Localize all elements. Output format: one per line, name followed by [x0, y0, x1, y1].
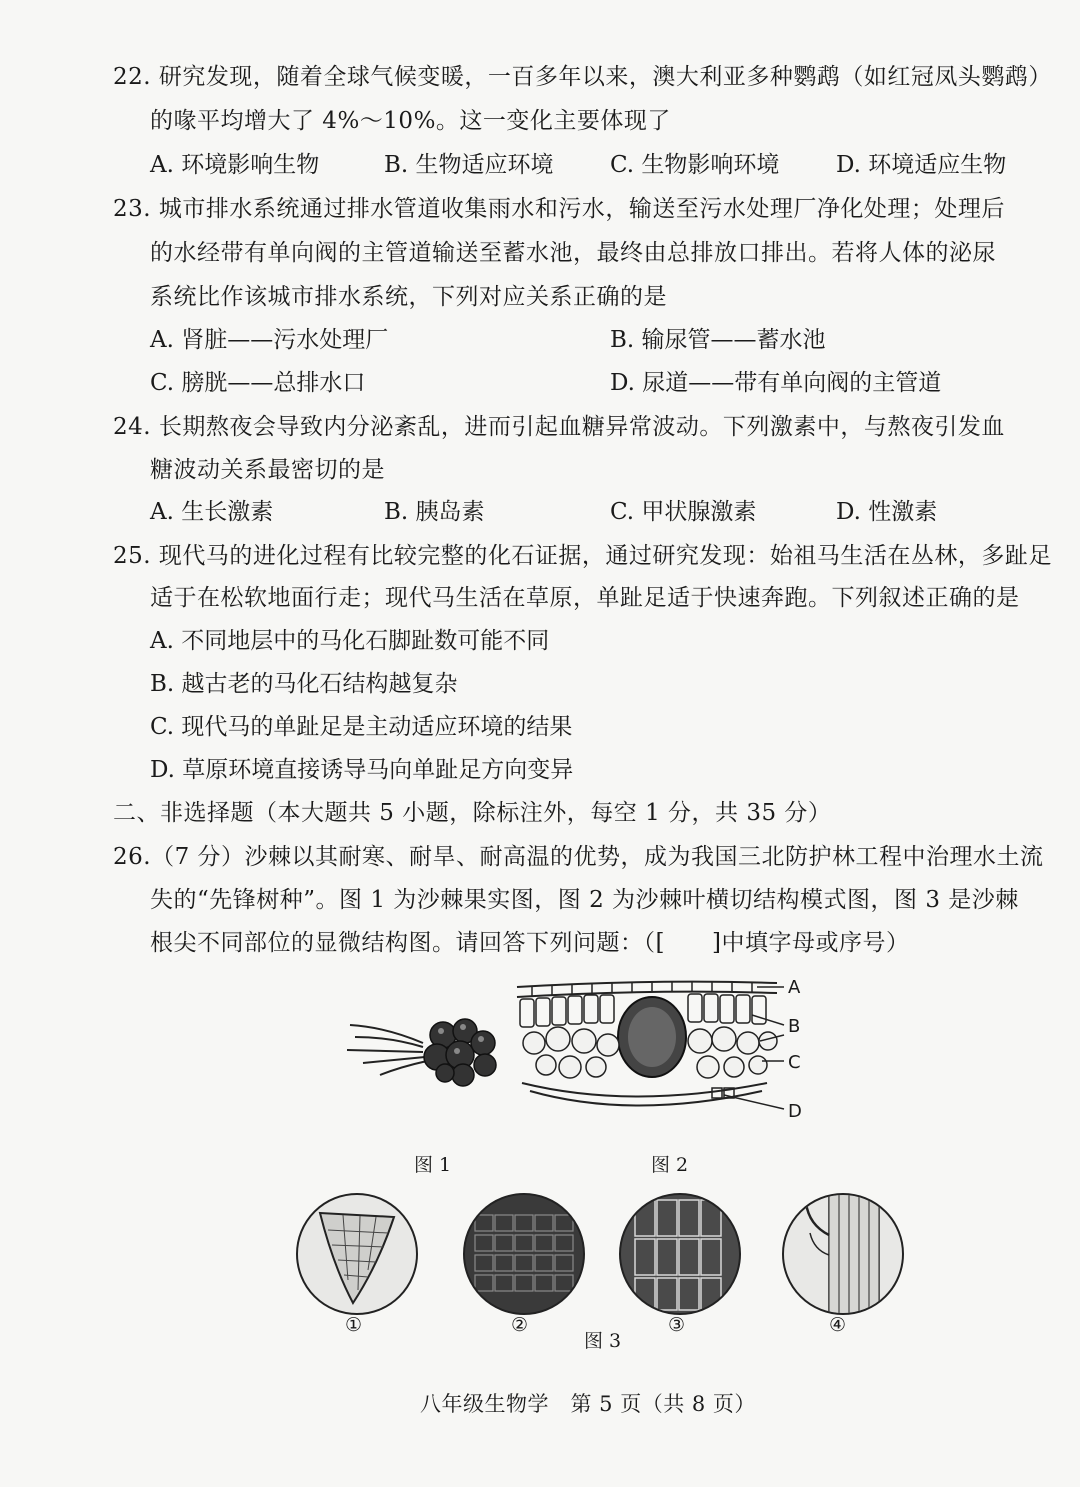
leaf-label-c: C — [788, 1052, 801, 1073]
fig1-caption: 图 1 — [414, 1154, 452, 1176]
q23-line3: 系统比作该城市排水系统，下列对应关系正确的是 — [150, 284, 667, 310]
root-label-1: ① — [345, 1314, 363, 1336]
q26-line2: 失的“先锋树种”。图 1 为沙棘果实图，图 2 为沙棘叶横切结构模式图，图 3 是沙棘 — [150, 887, 1019, 913]
root-label-4: ④ — [829, 1314, 847, 1336]
section-heading: 二、非选择题（本大题共 5 小题，除标注外，每空 1 分，共 35 分） — [113, 800, 832, 826]
q25-line2: 适于在松软地面行走；现代马生活在草原，单趾足适于快速奔跑。下列叙述正确的是 — [150, 585, 1020, 611]
q22-option-b: B. 生物适应环境 — [384, 152, 554, 178]
root-tip-meristem-micrograph — [463, 1193, 585, 1315]
fig1-fruit-illustration — [345, 1005, 505, 1090]
leaf-label-a: A — [788, 977, 801, 998]
q24-line1: 24. 长期熬夜会导致内分泌紊乱，进而引起血糖异常波动。下列激素中，与熬夜引发血 — [113, 414, 1005, 440]
root-tip-elongation-micrograph — [619, 1193, 741, 1315]
q26-line3: 根尖不同部位的显微结构图。请回答下列问题：（[ ]中填字母或序号） — [150, 930, 910, 956]
q24-option-d: D. 性激素 — [836, 499, 938, 525]
q24-option-a: A. 生长激素 — [150, 499, 274, 525]
q25-option-a: A. 不同地层中的马化石脚趾数可能不同 — [150, 628, 550, 654]
q23-option-a: A. 肾脏——污水处理厂 — [150, 327, 389, 353]
q22-line2: 的喙平均增大了 4%～10%。这一变化主要体现了 — [150, 108, 671, 134]
q23-option-b: B. 输尿管——蓄水池 — [610, 327, 826, 353]
q25-option-d: D. 草原环境直接诱导马向单趾足方向变异 — [150, 757, 574, 783]
q23-line1: 23. 城市排水系统通过排水管道收集雨水和污水，输送至污水处理厂净化处理；处理后 — [113, 196, 1005, 222]
fig3-caption: 图 3 — [584, 1330, 622, 1352]
root-tip-cap-micrograph — [296, 1193, 418, 1315]
q22-option-c: C. 生物影响环境 — [610, 152, 780, 178]
root-label-3: ③ — [668, 1314, 686, 1336]
fig2-leaf-cross-section — [512, 975, 812, 1125]
q23-option-d: D. 尿道——带有单向阀的主管道 — [610, 370, 942, 396]
q22-option-d: D. 环境适应生物 — [836, 152, 1007, 178]
leaf-label-b: B — [788, 1016, 801, 1037]
q23-option-c: C. 膀胱——总排水口 — [150, 370, 366, 396]
q24-option-b: B. 胰岛素 — [384, 499, 485, 525]
root-label-2: ② — [511, 1314, 529, 1336]
q23-line2: 的水经带有单向阀的主管道输送至蓄水池，最终由总排放口排出。若将人体的泌尿 — [150, 240, 996, 266]
q26-line1: 26.（7 分）沙棘以其耐寒、耐旱、耐高温的优势，成为我国三北防护林工程中治理水土流 — [113, 844, 1044, 870]
q22-line1: 22. 研究发现，随着全球气候变暖，一百多年以来，澳大利亚多种鹦鹉（如红冠凤头鹦鹉） — [113, 64, 1052, 90]
q25-line1: 25. 现代马的进化过程有比较完整的化石证据，通过研究发现：始祖马生活在丛林，多趾足 — [113, 543, 1052, 569]
page-footer: 八年级生物学 第 5 页（共 8 页） — [420, 1392, 756, 1416]
q22-option-a: A. 环境影响生物 — [150, 152, 320, 178]
q24-option-c: C. 甲状腺激素 — [610, 499, 757, 525]
q25-option-c: C. 现代马的单趾足是主动适应环境的结果 — [150, 714, 573, 740]
root-hair-zone-micrograph — [782, 1193, 904, 1315]
q25-option-b: B. 越古老的马化石结构越复杂 — [150, 671, 458, 697]
fig2-caption: 图 2 — [651, 1154, 689, 1176]
q24-line2: 糖波动关系最密切的是 — [150, 457, 385, 483]
leaf-label-d: D — [788, 1101, 802, 1122]
